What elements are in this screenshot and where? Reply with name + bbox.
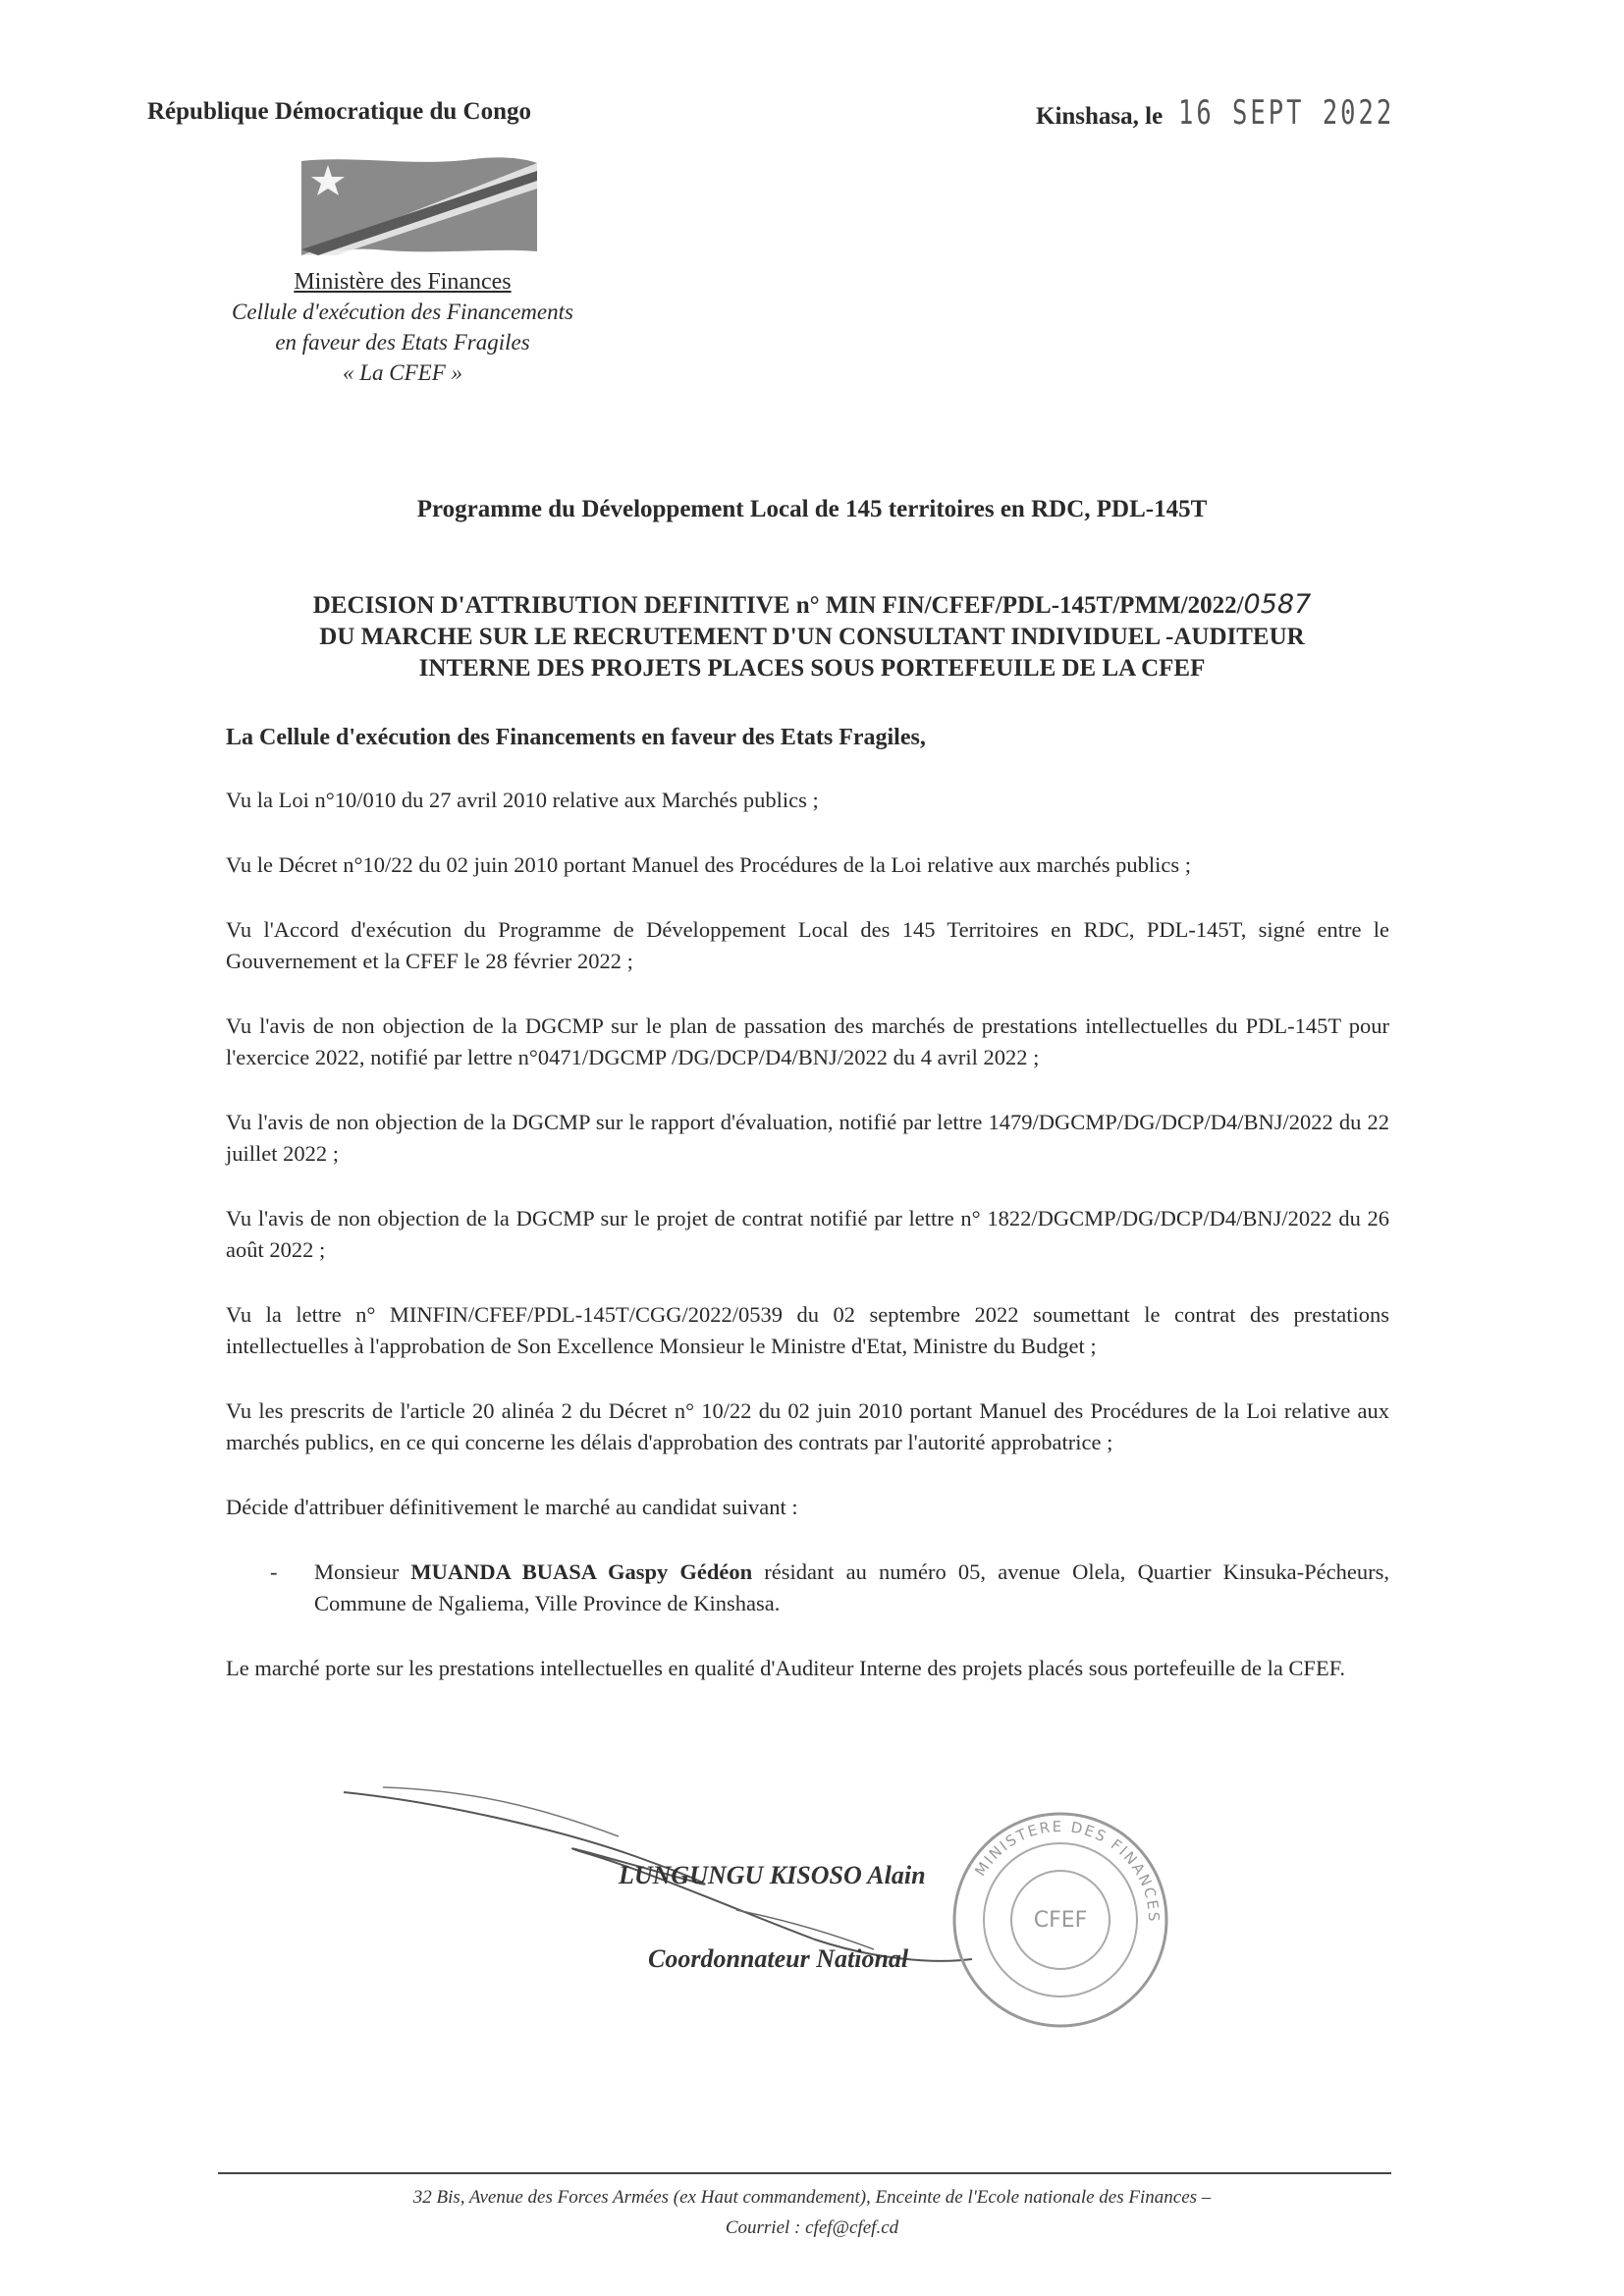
- place-prefix: Kinshasa, le: [1036, 103, 1164, 130]
- consideration-4: Vu l'avis de non objection de la DGCMP sur le plan de passation des marchés de prestations intellectuelles du PDL-145T pour l'exercice 2022, notifié par lettre n°0471/DGCMP /DG/DCP/D4/BNJ/2022 du 4 avril 2022 ;: [226, 1013, 1389, 1069]
- consideration-5: Vu l'avis de non objection de la DGCMP sur le rapport d'évaluation, notifié par lettre 1479/DGCMP/DG/DCP/D4/BNJ/2022 du 22 juillet 2022 ;: [226, 1110, 1389, 1166]
- footer-address: 32 Bis, Avenue des Forces Armées (ex Haut commandement), Enceinte de l'Ecole nationale des Finances –: [412, 2187, 1212, 2208]
- consideration-6: Vu l'avis de non objection de la DGCMP sur le projet de contrat notifié par lettre n° 1822/DGCMP/DG/DCP/D4/BNJ/2022 du 26 août 2022 ;: [226, 1206, 1389, 1262]
- decision-body: [226, 722, 1389, 1718]
- footer-rule: [218, 2172, 1391, 2174]
- decision-line1: [147, 589, 1477, 622]
- decision-reference: DECISION D'ATTRIBUTION DEFINITIVE n° MIN FIN/CFEF/PDL-145T/PMM/2022/: [312, 592, 1244, 619]
- decision-line2: DU MARCHE SUR LE RECRUTEMENT D'UN CONSULTANT INDIVIDUEL -AUDITEUR: [319, 624, 1305, 650]
- candidate-bullet: [226, 1557, 1389, 1619]
- consideration-7: Vu la lettre n° MINFIN/CFEF/PDL-145T/CGG/2022/0539 du 02 septembre 2022 soumettant le contrat des prestations intellectuelles à l'approbation de Son Excellence Monsieur le Ministre d'Etat, Ministre du Budget ;: [226, 1302, 1389, 1358]
- ministry-name: Ministère des Finances: [294, 269, 512, 295]
- consideration-1: Vu la Loi n°10/010 du 27 avril 2010 relative aux Marchés publics ;: [226, 788, 819, 812]
- footer-email: Courriel : cfef@cfef.cd: [725, 2217, 899, 2238]
- decides-statement: Décide d'attribuer définitivement le marché au candidat suivant :: [226, 1495, 798, 1519]
- country-name: République Démocratique du Congo: [147, 98, 532, 125]
- footer: [196, 2182, 1428, 2243]
- candidate-name: MUANDA BUASA Gaspy Gédéon: [410, 1559, 753, 1584]
- signatory-name: LUNGUNGU KISOSO Alain: [619, 1861, 926, 1889]
- bullet-dash: -: [270, 1559, 278, 1584]
- program-title: Programme du Développement Local de 145 territoires en RDC, PDL-145T: [416, 496, 1208, 522]
- consideration-2: Vu le Décret n°10/22 du 02 juin 2010 portant Manuel des Procédures de la Loi relative aux marchés publics ;: [226, 852, 1192, 877]
- seal-outer-text: MINISTERE DES FINANCES: [971, 1817, 1164, 1924]
- seal-center-text: CFEF: [1033, 1908, 1088, 1933]
- handwritten-number: 0587: [1243, 589, 1312, 620]
- candidate-address: résidant au numéro 05, avenue Olela, Quartier Kinsuka-Pécheurs, Commune de Ngaliema, Ville Province de Kinshasa.: [314, 1559, 1390, 1615]
- candidate-text: [314, 1557, 1389, 1619]
- ministry-block: [196, 267, 609, 388]
- conclusion: Le marché porte sur les prestations intellectuelles en qualité d'Auditeur Interne des projets placés sous portefeuille de la CFEF.: [226, 1656, 1346, 1680]
- cell-acronym: « La CFEF »: [342, 360, 463, 385]
- decision-title: [147, 589, 1477, 684]
- date-stamp: 16 SEPT 2022: [1178, 93, 1395, 133]
- consideration-3: Vu l'Accord d'exécution du Programme de Développement Local des 145 Territoires en RDC, PDL-145T, signé entre le Gouvernement et la CFEF le 28 février 2022 ;: [226, 917, 1389, 973]
- consideration-8: Vu les prescrits de l'article 20 alinéa 2 du Décret n° 10/22 du 02 juin 2010 portant Manuel des Procédures de la Loi relative aux marchés publics, en ce qui concerne les délais d'approbation des contrats par l'autorité approbatrice ;: [226, 1398, 1389, 1454]
- place-date: [1036, 93, 1467, 133]
- candidate-prefix: Monsieur: [314, 1559, 400, 1584]
- drc-flag-image: [297, 153, 542, 261]
- decision-line3: INTERNE DES PROJETS PLACES SOUS PORTEFEUILE DE LA CFEF: [418, 655, 1206, 682]
- body-intro: La Cellule d'exécution des Financements en faveur des Etats Fragiles,: [226, 725, 926, 750]
- signatory-title: Coordonnateur National: [648, 1944, 909, 1973]
- cell-name-line1: Cellule d'exécution des Financements: [232, 300, 573, 324]
- cell-name-line2: en faveur des Etats Fragiles: [275, 330, 530, 355]
- official-seal-stamp: [947, 1807, 1173, 2033]
